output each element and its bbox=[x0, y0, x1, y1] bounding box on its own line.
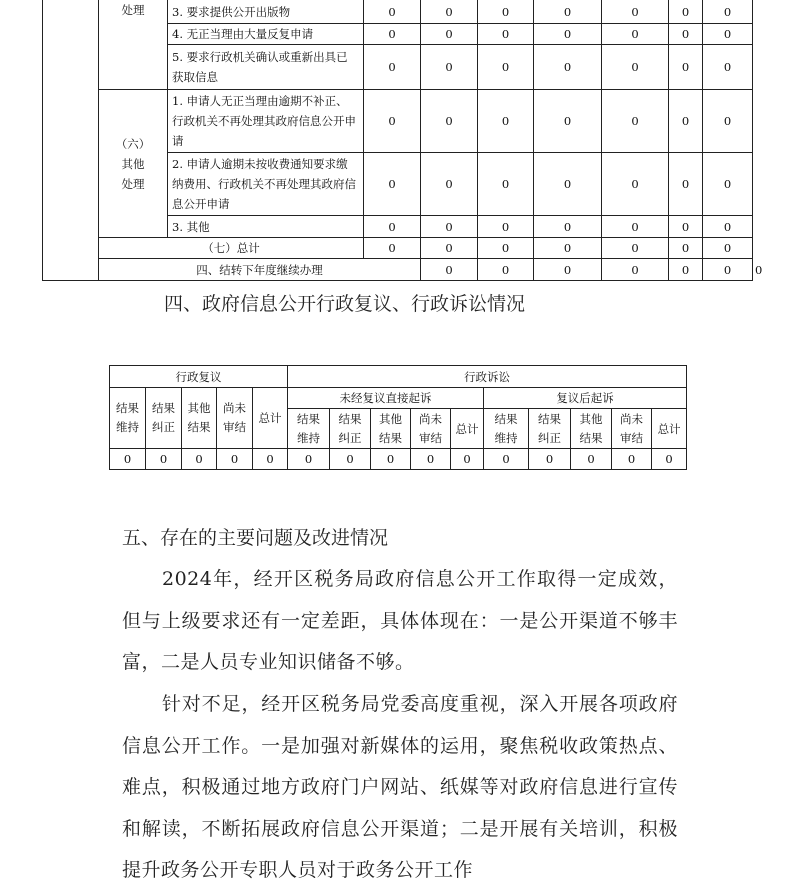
cell-value: 0 bbox=[669, 238, 703, 259]
cell-value: 0 bbox=[703, 0, 753, 24]
section6-label-line: 其他 bbox=[121, 156, 145, 171]
carry-over-label: 四、结转下年度继续办理 bbox=[99, 259, 421, 281]
header-line: 尚未 bbox=[620, 411, 644, 426]
cell-value: 0 bbox=[421, 259, 478, 281]
cell-value: 0 bbox=[534, 238, 602, 259]
cell-value: 0 bbox=[703, 238, 753, 259]
column-header bbox=[146, 388, 182, 449]
cell-value: 0 bbox=[451, 449, 484, 470]
table-row bbox=[110, 449, 687, 470]
cell-value: 0 bbox=[602, 24, 669, 45]
column-header bbox=[182, 388, 217, 449]
table-row bbox=[110, 366, 687, 388]
cell-value: 0 bbox=[253, 449, 288, 470]
header-line: 审结 bbox=[419, 430, 443, 445]
cell-value: 0 bbox=[421, 45, 478, 90]
cell-value: 0 bbox=[146, 449, 182, 470]
cell-value: 0 bbox=[110, 449, 146, 470]
cell-value: 0 bbox=[602, 0, 669, 24]
cell-value: 0 bbox=[571, 449, 612, 470]
section4-title: 四、政府信息公开行政复议、行政诉讼情况 bbox=[164, 293, 526, 315]
total-label: （七）总计 bbox=[99, 238, 364, 259]
cell-value: 0 bbox=[364, 45, 421, 90]
cell-value: 0 bbox=[602, 90, 669, 153]
cell-value: 0 bbox=[421, 153, 478, 216]
header-line: 其他 bbox=[379, 411, 403, 426]
cell-value: 0 bbox=[478, 45, 534, 90]
review-litigation-body bbox=[110, 366, 687, 470]
column-header bbox=[110, 388, 146, 449]
section6-label-line: （六） bbox=[115, 136, 151, 151]
row-item: 3. 要求提供公开出版物 bbox=[168, 0, 364, 24]
cell-value: 0 bbox=[602, 259, 669, 281]
section5-title: 五、存在的主要问题及改进情况 bbox=[122, 527, 389, 549]
cell-value: 0 bbox=[703, 45, 753, 90]
header-line: 维持 bbox=[116, 420, 139, 434]
header-line: 结果 bbox=[538, 411, 562, 426]
cell-value: 0 bbox=[703, 259, 753, 281]
cell-value: 0 bbox=[534, 153, 602, 216]
table-row bbox=[43, 238, 753, 259]
row-item: 3. 其他 bbox=[168, 216, 364, 238]
cell-value: 0 bbox=[288, 449, 330, 470]
column-header bbox=[484, 409, 529, 449]
header-line: 尚未 bbox=[419, 411, 443, 426]
header-line: 结果 bbox=[152, 401, 175, 415]
cell-value: 0 bbox=[703, 90, 753, 153]
column-header-total: 总计 bbox=[652, 409, 687, 449]
cell-value: 0 bbox=[484, 449, 529, 470]
column-header bbox=[288, 409, 330, 449]
cell-value: 0 bbox=[534, 45, 602, 90]
table-row bbox=[110, 388, 687, 409]
cell-value: 0 bbox=[364, 216, 421, 238]
cell-value: 0 bbox=[217, 449, 253, 470]
header-line: 纠正 bbox=[152, 420, 175, 434]
column-header bbox=[612, 409, 652, 449]
column-header bbox=[371, 409, 411, 449]
direct-suit-header: 未经复议直接起诉 bbox=[288, 388, 484, 409]
cell-value: 0 bbox=[652, 449, 687, 470]
header-line: 结果 bbox=[116, 401, 139, 415]
cell-value: 0 bbox=[478, 90, 534, 153]
table-row: 四、结转下年度继续办理 0 0 0 0 0 0 0 bbox=[43, 259, 753, 281]
cell-value: 0 bbox=[669, 153, 703, 216]
cell-value: 0 bbox=[534, 259, 602, 281]
cell-value: 0 bbox=[602, 153, 669, 216]
cell-value: 0 bbox=[669, 0, 703, 24]
column-header bbox=[330, 409, 371, 449]
section5-label: 处理 bbox=[99, 0, 168, 90]
row-item: 4. 无正当理由大量反复申请 bbox=[168, 24, 364, 45]
column-header bbox=[411, 409, 451, 449]
cell-value: 0 bbox=[364, 153, 421, 216]
cell-value: 0 bbox=[669, 259, 703, 281]
column-header-total: 总计 bbox=[253, 388, 288, 449]
cell-value: 0 bbox=[669, 24, 703, 45]
column-header bbox=[571, 409, 612, 449]
paragraph-improvements: 针对不足，经开区税务局党委高度重视，深入开展各项政府信息公开工作。一是加强对新媒体的运用，聚焦税收政策热点、难点，积极通过地方政府门户网站、纸媒等对政府信息进行宣传和解读，不断拓展政府信息公开渠道；二是开展有关培训，积极提升政务公开专职人员对于政务公开工作 bbox=[122, 693, 678, 881]
cell-value: 0 bbox=[364, 24, 421, 45]
cell-value: 0 bbox=[364, 90, 421, 153]
header-line: 其他 bbox=[187, 401, 211, 415]
litigation-header: 行政诉讼 bbox=[288, 366, 687, 388]
header-line: 结果 bbox=[297, 411, 321, 426]
cell-value: 0 bbox=[411, 449, 451, 470]
header-line: 维持 bbox=[494, 430, 518, 445]
header-line: 结果 bbox=[579, 430, 603, 445]
column-header-total: 总计 bbox=[451, 409, 484, 449]
header-line: 审结 bbox=[620, 430, 644, 445]
section6-label-line: 处理 bbox=[121, 176, 145, 191]
row-item: 1. 申请人无正当理由逾期不补正、行政机关不再处理其政府信息公开申请 bbox=[168, 90, 364, 153]
cell-value: 0 bbox=[478, 0, 534, 24]
application-results-body bbox=[43, 0, 763, 281]
cell-value: 0 bbox=[534, 216, 602, 238]
cell-value: 0 bbox=[703, 216, 753, 238]
table-row bbox=[43, 90, 753, 153]
cell-value: 0 bbox=[669, 90, 703, 153]
header-line: 其他 bbox=[579, 411, 603, 426]
cell-value: 0 bbox=[478, 259, 534, 281]
header-line: 尚未 bbox=[223, 401, 246, 415]
cell-value: 0 bbox=[478, 216, 534, 238]
cell-value: 0 bbox=[602, 216, 669, 238]
cell-value: 0 bbox=[330, 449, 371, 470]
review-litigation-table bbox=[109, 365, 687, 470]
header-line: 结果 bbox=[338, 411, 362, 426]
header-line: 结果 bbox=[379, 430, 403, 445]
cell-value: 0 bbox=[478, 238, 534, 259]
cell-value: 0 bbox=[669, 45, 703, 90]
cell-value: 0 bbox=[703, 153, 753, 216]
cell-value: 0 bbox=[364, 0, 421, 24]
application-results-table bbox=[42, 0, 763, 281]
header-line: 结果 bbox=[494, 411, 518, 426]
cell-value: 0 bbox=[421, 24, 478, 45]
cell-value: 0 bbox=[421, 216, 478, 238]
cell-value: 0 bbox=[602, 45, 669, 90]
header-line: 结果 bbox=[187, 420, 211, 434]
after-review-header: 复议后起诉 bbox=[484, 388, 687, 409]
cell-value: 0 bbox=[534, 90, 602, 153]
cell-value: 0 bbox=[421, 90, 478, 153]
cell-value: 0 bbox=[478, 153, 534, 216]
review-header: 行政复议 bbox=[110, 366, 288, 388]
column-header bbox=[217, 388, 253, 449]
cell-value: 0 bbox=[421, 238, 478, 259]
cell-value: 0 bbox=[534, 24, 602, 45]
cell-value: 0 bbox=[602, 238, 669, 259]
paragraph-issues: 2024年，经开区税务局政府信息公开工作取得一定成效，但与上级要求还有一定差距，具体体现在：一是公开渠道不够丰富，二是人员专业知识储备不够。 bbox=[122, 568, 678, 673]
row-item: 2. 申请人逾期未按收费通知要求缴纳费用、行政机关不再处理其政府信息公开申请 bbox=[168, 153, 364, 216]
column-header bbox=[529, 409, 571, 449]
cell-value: 0 bbox=[364, 238, 421, 259]
header-line: 纠正 bbox=[538, 430, 562, 445]
cell-value: 0 bbox=[421, 0, 478, 24]
cell-value: 0 bbox=[534, 0, 602, 24]
cell-value: 0 bbox=[478, 24, 534, 45]
cell-value: 0 bbox=[612, 449, 652, 470]
table-row bbox=[43, 0, 753, 24]
cell-value: 0 bbox=[371, 449, 411, 470]
header-line: 纠正 bbox=[338, 430, 362, 445]
cell-value: 0 bbox=[529, 449, 571, 470]
cell-value: 0 bbox=[182, 449, 217, 470]
section6-label bbox=[99, 90, 168, 238]
header-line: 维持 bbox=[297, 430, 321, 445]
header-line: 审结 bbox=[223, 420, 246, 434]
row-item: 5. 要求行政机关确认或重新出具已获取信息 bbox=[168, 45, 364, 90]
cell-value: 0 bbox=[669, 216, 703, 238]
cell-value: 0 bbox=[703, 24, 753, 45]
